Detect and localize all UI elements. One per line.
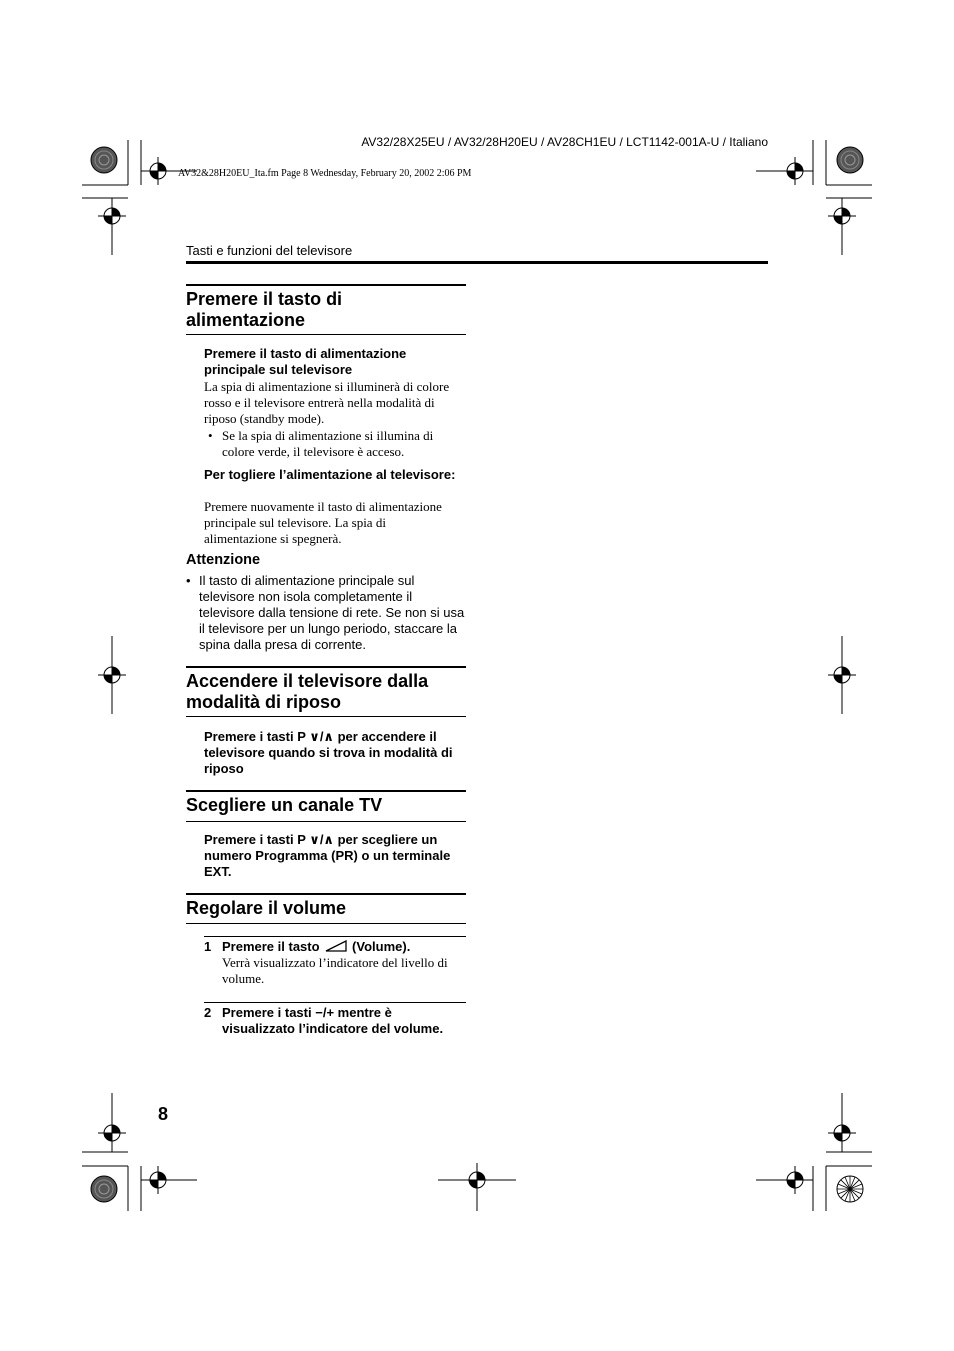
step-number: 1 bbox=[204, 939, 212, 954]
section-rule bbox=[186, 666, 466, 668]
power-step-body: La spia di alimentazione si illuminerà di colore rosso e il televisore entrerà nella modalità di riposo (standby mode). bbox=[204, 379, 450, 426]
section-rule bbox=[186, 821, 466, 822]
volume-step-1-body: Verrà visualizzato l’indicatore del livello di volume. bbox=[222, 955, 448, 986]
bullet-dot: • bbox=[186, 573, 191, 588]
section-rule bbox=[186, 893, 466, 895]
step-number: 2 bbox=[204, 1005, 212, 1020]
attention-bullet bbox=[186, 573, 466, 653]
step-rule bbox=[204, 936, 466, 937]
volume-wedge-icon bbox=[325, 940, 347, 952]
file-stamp: AV32&28H20EU_Ita.fm Page 8 Wednesday, February 20, 2002 2:06 PM bbox=[178, 168, 472, 179]
section-title: Tasti e funzioni del televisore bbox=[186, 243, 353, 258]
section-rule bbox=[186, 716, 466, 717]
section-rule bbox=[186, 923, 466, 924]
power-off-title: Per togliere l’alimentazione al televisore: bbox=[204, 467, 456, 482]
registration-sunburst-icon bbox=[837, 1176, 863, 1202]
volume-step-1-text: Premere il tasto bbox=[222, 939, 320, 954]
power-note-text: Se la spia di alimentazione si illumina di colore verde, il televisore è acceso. bbox=[222, 428, 434, 459]
registration-wheel-icon bbox=[91, 147, 117, 173]
volume-step-2-text: Premere i tasti bbox=[222, 1005, 312, 1020]
standby-step: Premere i tasti P ∨/∧ per accendere il televisore quando si trova in modalità di riposo bbox=[204, 729, 453, 776]
section-rule bbox=[186, 334, 466, 335]
model-line: AV32/28X25EU / AV32/28H20EU / AV28CH1EU / LCT1142-001A-U / Italiano bbox=[361, 135, 768, 149]
minus-plus-keys: −/+ bbox=[315, 1005, 335, 1020]
channel-heading: Scegliere un canale TV bbox=[186, 795, 383, 815]
channel-step: Premere i tasti P ∨/∧ per scegliere un numero Programma (PR) o un terminale EXT. bbox=[204, 832, 451, 879]
standby-heading: Accendere il televisore dalla modalità di riposo bbox=[186, 671, 429, 712]
volume-step-2 bbox=[204, 1005, 466, 1037]
volume-heading: Regolare il volume bbox=[186, 898, 347, 918]
attention-text: Il tasto di alimentazione principale sul televisore non isola completamente il televisore dalla tensione di rete. Se non si usa il televisore per un lungo periodo, staccare la spina dalla presa di corrente. bbox=[199, 573, 465, 652]
volume-step-1-label: (Volume). bbox=[352, 939, 411, 954]
bullet-dot: • bbox=[208, 428, 213, 443]
step-rule bbox=[204, 1002, 466, 1003]
attention-title: Attenzione bbox=[186, 552, 261, 568]
volume-step-1 bbox=[204, 939, 466, 987]
power-note-bullet bbox=[208, 428, 466, 460]
page-number: 8 bbox=[158, 1104, 169, 1124]
power-off-body: Premere nuovamente il tasto di alimentazione principale sul televisore. La spia di alimentazione si spegnerà. bbox=[204, 499, 442, 546]
header-rule bbox=[186, 261, 768, 264]
volume-step-2-rest: mentre è visualizzato l’indicatore del volume. bbox=[222, 1005, 444, 1036]
section-rule bbox=[186, 284, 466, 286]
power-step-title: Premere il tasto di alimentazione principale sul televisore bbox=[204, 346, 407, 377]
registration-wheel-icon bbox=[91, 1176, 117, 1202]
power-heading: Premere il tasto di alimentazione bbox=[186, 289, 343, 330]
section-rule bbox=[186, 790, 466, 792]
registration-wheel-icon bbox=[837, 147, 863, 173]
